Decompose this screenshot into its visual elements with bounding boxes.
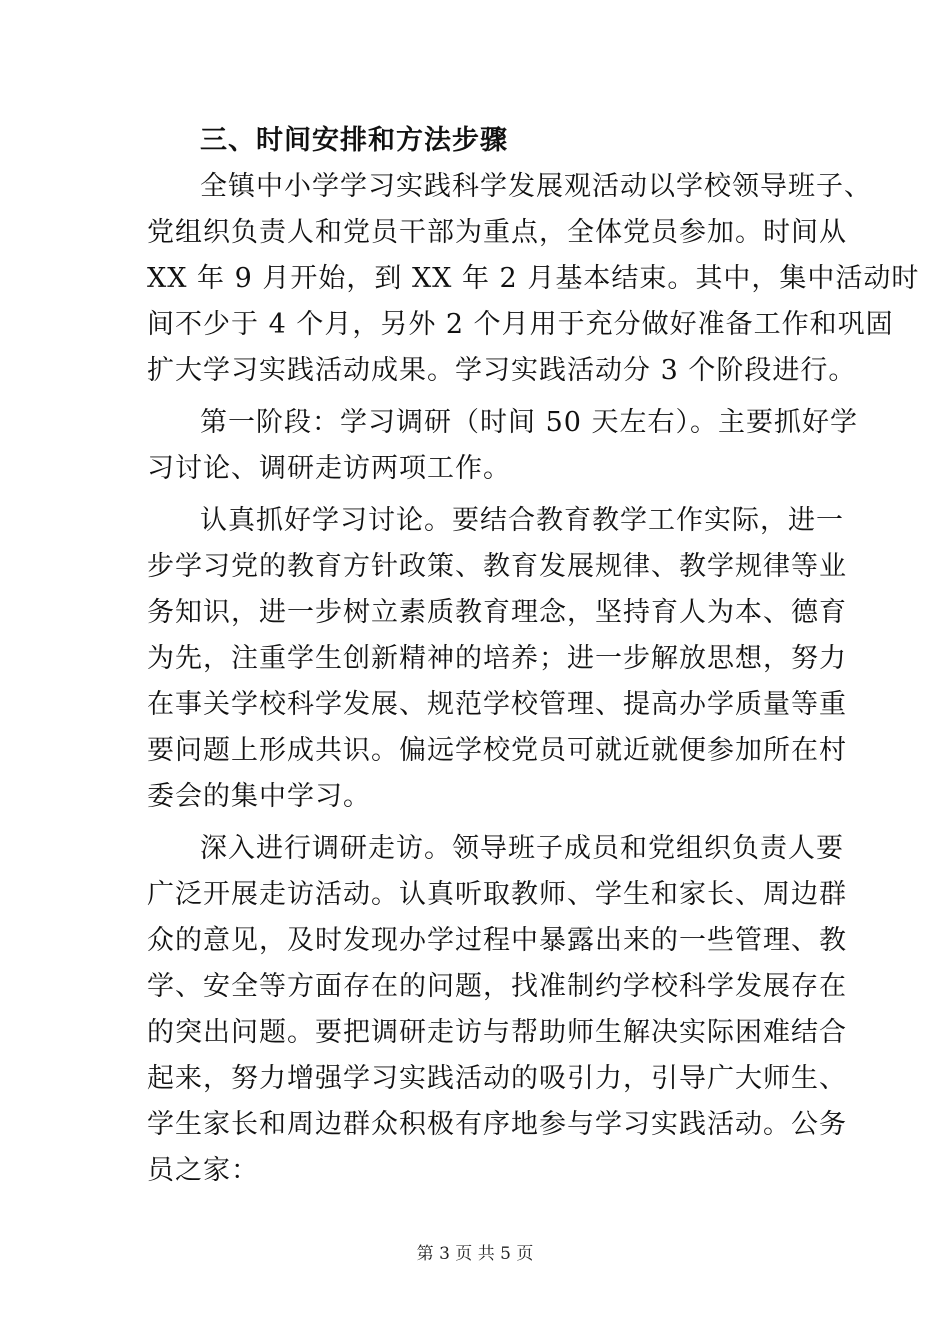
text-line: 习讨论、调研走访两项工作。 bbox=[147, 453, 511, 484]
text-line: 的突出问题。要把调研走访与帮助师生解决实际困难结合 bbox=[147, 1017, 847, 1048]
paragraph-stage-one bbox=[147, 400, 859, 492]
text-line: 起来，努力增强学习实践活动的吸引力，引导广大师生、 bbox=[147, 1063, 847, 1094]
text-line: 步学习党的教育方针政策、教育发展规律、教学规律等业 bbox=[147, 551, 847, 582]
text-line: XX 年 9 月开始，到 XX 年 2 月基本结束。其中，集中活动时 bbox=[147, 263, 920, 294]
text-line: 学、安全等方面存在的问题，找准制约学校科学发展存在 bbox=[147, 971, 847, 1002]
text-line: 要问题上形成共识。偏远学校党员可就近就便参加所在村 bbox=[147, 735, 847, 766]
text-line: 在事关学校科学发展、规范学校管理、提高办学质量等重 bbox=[147, 689, 847, 720]
text-line: 众的意见，及时发现办学过程中暴露出来的一些管理、教 bbox=[147, 925, 847, 956]
text-line: 认真抓好学习讨论。要结合教育教学工作实际，进一 bbox=[200, 505, 844, 536]
text-line: 第一阶段：学习调研（时间 50 天左右）。主要抓好学 bbox=[200, 407, 859, 438]
document-body bbox=[147, 118, 920, 1194]
page-number-footer: 第 3 页 共 5 页 bbox=[416, 1244, 534, 1264]
text-line: 学生家长和周边群众积极有序地参与学习实践活动。公务 bbox=[147, 1109, 847, 1140]
text-line: 全镇中小学学习实践科学发展观活动以学校领导班子、 bbox=[200, 171, 872, 202]
section-heading: 三、时间安排和方法步骤 bbox=[200, 125, 508, 156]
text-line: 为先，注重学生创新精神的培养；进一步解放思想，努力 bbox=[147, 643, 847, 674]
paragraph-study-discussion bbox=[147, 498, 847, 820]
text-line: 扩大学习实践活动成果。学习实践活动分 3 个阶段进行。 bbox=[147, 355, 857, 386]
text-line: 党组织负责人和党员干部为重点，全体党员参加。时间从 bbox=[147, 217, 847, 248]
text-line: 深入进行调研走访。领导班子成员和党组织负责人要 bbox=[200, 833, 844, 864]
text-line: 务知识，进一步树立素质教育理念，坚持育人为本、德育 bbox=[147, 597, 847, 628]
text-line: 委会的集中学习。 bbox=[147, 781, 371, 812]
paragraph-research-visits bbox=[147, 826, 847, 1194]
paragraph-schedule bbox=[147, 164, 920, 394]
text-line: 广泛开展走访活动。认真听取教师、学生和家长、周边群 bbox=[147, 879, 847, 910]
text-line: 员之家： bbox=[147, 1155, 259, 1186]
text-line: 间不少于 4 个月，另外 2 个月用于充分做好准备工作和巩固 bbox=[147, 309, 894, 340]
